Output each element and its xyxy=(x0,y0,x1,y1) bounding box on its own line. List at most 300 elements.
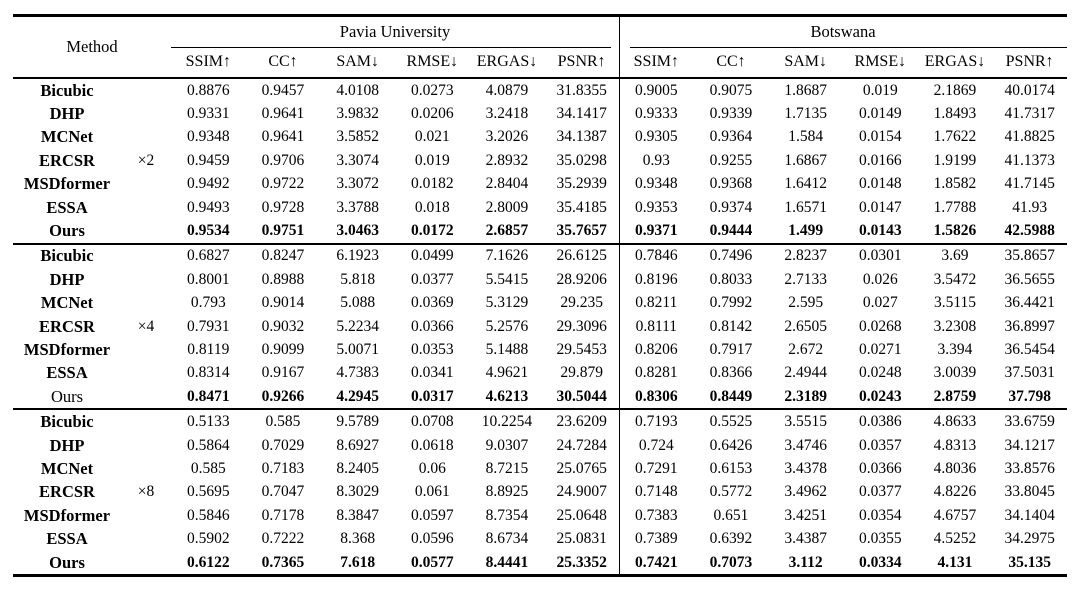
table-row xyxy=(13,315,1067,338)
metric-value: 4.6757 xyxy=(933,506,977,524)
metric-value: 0.585 xyxy=(265,413,301,431)
metric-value: 0.8247 xyxy=(261,247,305,265)
metric-value: 3.4746 xyxy=(784,436,827,454)
method-name: Bicubic xyxy=(40,80,94,100)
metric-value: 1.584 xyxy=(788,128,824,146)
metric-value: 0.0369 xyxy=(411,294,454,312)
metric-value: 3.5472 xyxy=(933,270,977,288)
metric-value: 31.8355 xyxy=(556,81,607,99)
group-header-pavia-university: Pavia University xyxy=(339,22,451,41)
metric-value: 3.2308 xyxy=(933,317,977,335)
metric-value: 35.135 xyxy=(1008,553,1051,571)
metric-value: 41.93 xyxy=(1012,198,1048,216)
metric-value: 4.131 xyxy=(937,553,973,571)
metric-value: 2.1869 xyxy=(933,81,977,99)
metric-value: 1.7788 xyxy=(933,198,977,216)
table-row xyxy=(13,410,1067,433)
metric-value: 0.0172 xyxy=(411,222,454,240)
metric-value: 0.0355 xyxy=(859,530,902,548)
table-row xyxy=(13,527,1067,550)
metric-value: 2.672 xyxy=(788,340,824,358)
metric-value: 3.5515 xyxy=(784,413,827,431)
metric-value: 10.2254 xyxy=(481,413,533,431)
results-table xyxy=(13,14,1067,577)
metric-value: 0.7193 xyxy=(635,413,678,431)
metric-value: 35.4185 xyxy=(556,198,607,216)
scale-block-x8 xyxy=(13,408,1067,574)
metric-value: 3.2418 xyxy=(485,105,529,123)
metric-value: 0.5902 xyxy=(187,530,230,548)
metric-value: 25.0648 xyxy=(556,506,607,524)
metric-value: 0.9005 xyxy=(635,81,678,99)
metric-value: 0.793 xyxy=(190,294,226,312)
metric-value: 8.3029 xyxy=(336,483,379,501)
metric-value: 0.9305 xyxy=(635,128,678,146)
table-body xyxy=(13,79,1067,574)
metric-value: 0.9728 xyxy=(261,198,305,216)
metric-value: 0.8211 xyxy=(635,294,678,312)
metric-value: 0.8471 xyxy=(187,387,230,405)
metric-value: 4.8633 xyxy=(933,413,977,431)
metric-value: 2.7133 xyxy=(784,270,827,288)
metric-value: 4.6213 xyxy=(485,387,529,405)
metric-header-pavia-psnr: PSNR↑ xyxy=(557,53,606,70)
metric-value: 0.0357 xyxy=(859,436,902,454)
metric-header-botswana-rmse: RMSE↓ xyxy=(854,53,907,70)
metric-value: 0.7222 xyxy=(261,530,305,548)
method-name: MCNet xyxy=(40,293,94,313)
metric-value: 0.9167 xyxy=(261,364,305,382)
table-row xyxy=(13,338,1067,361)
method-name: MSDformer xyxy=(23,174,111,194)
scale-block-x2 xyxy=(13,79,1067,243)
table-row xyxy=(13,268,1067,291)
metric-value: 0.0597 xyxy=(411,506,454,524)
metric-header-pavia-ergas: ERGAS↓ xyxy=(476,53,538,70)
metric-value: 4.8313 xyxy=(933,436,977,454)
metric-value: 0.0341 xyxy=(411,364,454,382)
metric-value: 0.0618 xyxy=(411,436,454,454)
table-row xyxy=(13,457,1067,480)
metric-value: 35.2939 xyxy=(556,175,607,193)
metric-value: 3.9832 xyxy=(336,105,379,123)
metric-value: 41.8825 xyxy=(1004,128,1055,146)
metric-value: 36.4421 xyxy=(1004,294,1055,312)
metric-value: 0.0386 xyxy=(859,413,902,431)
metric-value: 0.0499 xyxy=(411,247,454,265)
metric-value: 0.9339 xyxy=(709,105,753,123)
metric-value: 2.6505 xyxy=(784,317,827,335)
metric-value: 0.7183 xyxy=(261,459,305,477)
method-name: ERCSR xyxy=(39,150,95,170)
metric-value: 24.9007 xyxy=(556,483,607,501)
metric-value: 36.5655 xyxy=(1004,270,1055,288)
method-name: ESSA xyxy=(46,197,88,217)
metric-value: 0.7389 xyxy=(635,530,678,548)
metric-value: 2.8009 xyxy=(485,198,529,216)
metric-value: 29.879 xyxy=(560,364,603,382)
metric-value: 0.9534 xyxy=(187,222,230,240)
metric-value: 9.5789 xyxy=(336,413,379,431)
metric-value: 7.1626 xyxy=(485,247,529,265)
metric-value: 37.798 xyxy=(1008,387,1051,405)
metric-value: 35.8657 xyxy=(1004,247,1055,265)
metric-value: 0.7846 xyxy=(635,247,678,265)
metric-value: 0.7992 xyxy=(709,294,753,312)
metric-value: 41.7317 xyxy=(1004,105,1055,123)
metric-value: 0.9722 xyxy=(261,175,305,193)
metric-value: 2.8759 xyxy=(933,387,977,405)
method-name: DHP xyxy=(49,435,85,455)
metric-value: 40.0174 xyxy=(1004,81,1055,99)
metric-value: 2.3189 xyxy=(784,387,827,405)
metric-value: 24.7284 xyxy=(556,436,607,454)
metric-value: 0.9032 xyxy=(261,317,305,335)
method-name: ERCSR xyxy=(39,482,95,502)
metric-value: 0.0149 xyxy=(859,105,902,123)
metric-value: 0.5525 xyxy=(709,413,753,431)
metric-value: 2.8932 xyxy=(485,151,529,169)
metric-value: 0.7365 xyxy=(261,553,305,571)
table-row xyxy=(13,551,1067,574)
metric-value: 0.026 xyxy=(862,270,898,288)
metric-value: 0.0334 xyxy=(859,553,902,571)
metric-value: 3.5852 xyxy=(336,128,379,146)
metric-header-botswana-psnr: PSNR↑ xyxy=(1005,53,1054,70)
metric-value: 0.9266 xyxy=(261,387,305,405)
metric-value: 0.9492 xyxy=(187,175,230,193)
metric-value: 4.8036 xyxy=(933,459,977,477)
metric-value: 0.7029 xyxy=(261,436,305,454)
metric-value: 0.8314 xyxy=(187,364,230,382)
method-name: Ours xyxy=(49,552,85,572)
metric-value: 1.8582 xyxy=(933,175,977,193)
metric-value: 29.3096 xyxy=(556,317,607,335)
method-name: MCNet xyxy=(40,458,94,478)
metric-value: 0.9348 xyxy=(187,128,230,146)
method-name: Ours xyxy=(50,386,84,406)
metric-value: 25.3352 xyxy=(556,553,607,571)
metric-value: 0.9255 xyxy=(709,151,753,169)
table-row xyxy=(13,219,1067,242)
metric-value: 33.8045 xyxy=(1004,483,1055,501)
table-row xyxy=(13,196,1067,219)
metric-value: 1.5826 xyxy=(933,222,977,240)
metric-value: 41.1373 xyxy=(1004,151,1055,169)
metric-value: 0.8206 xyxy=(635,340,678,358)
metric-value: 0.6392 xyxy=(709,530,753,548)
metric-value: 28.9206 xyxy=(556,270,607,288)
metric-value: 25.0765 xyxy=(556,459,607,477)
metric-value: 1.9199 xyxy=(933,151,977,169)
metric-header-pavia-rmse: RMSE↓ xyxy=(406,53,459,70)
metric-value: 23.6209 xyxy=(556,413,607,431)
metric-value: 0.93 xyxy=(642,151,670,169)
metric-value: 4.8226 xyxy=(933,483,977,501)
metric-value: 1.6571 xyxy=(784,198,827,216)
bottom-rule xyxy=(13,574,1067,577)
metric-value: 0.5846 xyxy=(187,506,230,524)
scale-label: ×8 xyxy=(137,483,155,501)
metric-value: 0.5772 xyxy=(709,483,753,501)
metric-value: 0.7931 xyxy=(187,317,230,335)
metric-value: 0.9459 xyxy=(187,151,230,169)
metric-value: 3.4962 xyxy=(784,483,827,501)
metric-value: 0.027 xyxy=(862,294,898,312)
metric-value: 0.0143 xyxy=(859,222,902,240)
metric-value: 0.585 xyxy=(190,459,226,477)
metric-value: 29.235 xyxy=(560,294,603,312)
method-name: MCNet xyxy=(40,127,94,147)
metric-value: 0.0148 xyxy=(859,175,902,193)
table-row xyxy=(13,481,1067,504)
method-name: ESSA xyxy=(46,529,88,549)
metric-value: 2.595 xyxy=(788,294,824,312)
metric-value: 2.4944 xyxy=(784,364,827,382)
metric-value: 9.0307 xyxy=(485,436,529,454)
metric-value: 0.7178 xyxy=(261,506,305,524)
metric-value: 3.3788 xyxy=(336,198,379,216)
metric-value: 0.0154 xyxy=(859,128,902,146)
metric-value: 0.0317 xyxy=(411,387,454,405)
metric-value: 34.1417 xyxy=(556,105,607,123)
metric-value: 0.0206 xyxy=(411,105,454,123)
metric-value: 0.7047 xyxy=(261,483,305,501)
metric-value: 0.0248 xyxy=(859,364,902,382)
metric-value: 3.394 xyxy=(937,340,973,358)
metric-value: 0.9641 xyxy=(261,128,305,146)
metric-header-pavia-ssim: SSIM↑ xyxy=(185,53,231,70)
metric-value: 0.7148 xyxy=(635,483,678,501)
metric-value: 8.8925 xyxy=(485,483,529,501)
group-header-botswana: Botswana xyxy=(810,22,876,41)
metric-value: 8.368 xyxy=(340,530,376,548)
metric-value: 7.618 xyxy=(340,553,376,571)
metric-value: 3.5115 xyxy=(933,294,977,312)
metric-value: 30.5044 xyxy=(556,387,607,405)
method-name: Ours xyxy=(49,221,85,241)
metric-value: 3.0039 xyxy=(933,364,977,382)
table-row xyxy=(13,434,1067,457)
metric-value: 3.112 xyxy=(788,553,823,571)
metric-value: 0.651 xyxy=(713,506,749,524)
metric-value: 0.9014 xyxy=(261,294,305,312)
metric-value: 0.9099 xyxy=(261,340,305,358)
method-column-header: Method xyxy=(66,37,118,56)
method-name: ERCSR xyxy=(39,316,95,336)
metric-value: 0.061 xyxy=(414,483,450,501)
metric-value: 0.0596 xyxy=(411,530,454,548)
metric-value: 0.7917 xyxy=(709,340,753,358)
metric-header-botswana-cc: CC↑ xyxy=(716,53,746,70)
table-row xyxy=(13,292,1067,315)
metric-value: 0.6827 xyxy=(187,247,230,265)
metric-value: 3.4387 xyxy=(784,530,827,548)
metric-value: 6.1923 xyxy=(336,247,379,265)
table-row xyxy=(13,102,1067,125)
metric-value: 3.3072 xyxy=(336,175,379,193)
metric-value: 0.0243 xyxy=(859,387,902,405)
method-name: Bicubic xyxy=(40,412,94,432)
metric-value: 0.5695 xyxy=(187,483,230,501)
metric-value: 0.06 xyxy=(418,459,446,477)
metric-value: 0.9368 xyxy=(709,175,753,193)
metric-value: 0.9075 xyxy=(709,81,753,99)
metric-value: 0.8449 xyxy=(709,387,753,405)
metric-value: 0.019 xyxy=(862,81,898,99)
metric-value: 3.0463 xyxy=(336,222,379,240)
metric-value: 29.5453 xyxy=(556,340,607,358)
metric-value: 0.8001 xyxy=(187,270,230,288)
metric-value: 0.7421 xyxy=(635,553,678,571)
metric-value: 0.019 xyxy=(414,151,450,169)
metric-value: 1.8687 xyxy=(784,81,827,99)
metric-value: 0.8111 xyxy=(635,317,678,335)
metric-value: 0.9353 xyxy=(635,198,678,216)
botswana-cmidrule xyxy=(630,47,1067,48)
method-name: MSDformer xyxy=(23,505,111,525)
metric-value: 8.7354 xyxy=(485,506,529,524)
metric-value: 35.0298 xyxy=(556,151,607,169)
metric-value: 5.3129 xyxy=(485,294,529,312)
table-row xyxy=(13,173,1067,196)
metric-value: 8.4441 xyxy=(485,553,529,571)
metric-value: 0.9333 xyxy=(635,105,678,123)
metric-header-pavia-sam: SAM↓ xyxy=(336,53,379,70)
metric-value: 0.9364 xyxy=(709,128,753,146)
metric-value: 3.2026 xyxy=(485,128,529,146)
metric-value: 4.5252 xyxy=(933,530,977,548)
metric-value: 0.7383 xyxy=(635,506,678,524)
metric-value: 0.0353 xyxy=(411,340,454,358)
metric-value: 8.3847 xyxy=(336,506,379,524)
metric-value: 5.5415 xyxy=(485,270,529,288)
metric-value: 1.7622 xyxy=(933,128,977,146)
metric-header-botswana-sam: SAM↓ xyxy=(784,53,827,70)
metric-value: 0.7073 xyxy=(709,553,753,571)
metric-value: 3.4378 xyxy=(784,459,827,477)
metric-value: 0.8142 xyxy=(709,317,753,335)
metric-value: 0.8119 xyxy=(187,340,230,358)
metric-value: 0.6122 xyxy=(187,553,230,571)
metric-value: 0.724 xyxy=(638,436,674,454)
metric-value: 0.0577 xyxy=(411,553,454,571)
method-name: Bicubic xyxy=(40,246,94,266)
metric-value: 0.0354 xyxy=(859,506,902,524)
metric-value: 4.9621 xyxy=(485,364,529,382)
table-row xyxy=(13,149,1067,172)
table-row xyxy=(13,362,1067,385)
metric-value: 34.1404 xyxy=(1004,506,1055,524)
metric-value: 35.7657 xyxy=(556,222,607,240)
dataset-header-row xyxy=(13,17,1067,47)
method-name: ESSA xyxy=(46,363,88,383)
metric-value: 0.5133 xyxy=(187,413,230,431)
metric-value: 0.9706 xyxy=(261,151,305,169)
metric-value: 0.9641 xyxy=(261,105,305,123)
metric-value: 0.0147 xyxy=(859,198,902,216)
metric-value: 0.0166 xyxy=(859,151,902,169)
metric-value: 0.0271 xyxy=(859,340,902,358)
metric-value: 0.9444 xyxy=(709,222,753,240)
metric-value: 0.6153 xyxy=(709,459,753,477)
metric-value: 0.9371 xyxy=(635,222,678,240)
metric-value: 42.5988 xyxy=(1004,222,1055,240)
scale-label: ×4 xyxy=(137,317,155,335)
metric-value: 0.7496 xyxy=(709,247,753,265)
metric-value: 1.8493 xyxy=(933,105,977,123)
method-name: DHP xyxy=(49,269,85,289)
metric-value: 1.499 xyxy=(788,222,824,240)
metric-value: 8.6734 xyxy=(485,530,529,548)
metric-value: 37.5031 xyxy=(1004,364,1055,382)
metric-header-row xyxy=(13,47,1067,77)
pavia-cmidrule xyxy=(171,47,611,48)
metric-value: 2.6857 xyxy=(485,222,529,240)
method-name: MSDformer xyxy=(23,339,111,359)
table-row xyxy=(13,245,1067,268)
metric-value: 0.0377 xyxy=(859,483,902,501)
section-divider xyxy=(619,17,620,574)
scale-label: ×2 xyxy=(137,151,155,169)
metric-value: 4.0879 xyxy=(485,81,529,99)
metric-value: 1.6867 xyxy=(784,151,827,169)
scale-block-x4 xyxy=(13,243,1067,409)
metric-value: 8.2405 xyxy=(336,459,379,477)
metric-value: 0.8196 xyxy=(635,270,678,288)
metric-value: 36.5454 xyxy=(1004,340,1055,358)
metric-value: 0.9348 xyxy=(635,175,678,193)
metric-value: 0.5864 xyxy=(187,436,230,454)
metric-value: 8.7215 xyxy=(485,459,529,477)
metric-value: 5.2576 xyxy=(485,317,529,335)
metric-value: 5.0071 xyxy=(336,340,379,358)
metric-value: 0.6426 xyxy=(709,436,753,454)
metric-value: 5.1488 xyxy=(485,340,529,358)
metric-header-pavia-cc: CC↑ xyxy=(268,53,298,70)
metric-value: 26.6125 xyxy=(556,247,607,265)
metric-value: 0.8988 xyxy=(261,270,305,288)
metric-value: 0.9493 xyxy=(187,198,230,216)
metric-value: 0.0301 xyxy=(859,247,902,265)
metric-value: 34.1387 xyxy=(556,128,607,146)
metric-value: 25.0831 xyxy=(556,530,607,548)
metric-value: 0.9457 xyxy=(261,81,305,99)
metric-value: 0.9374 xyxy=(709,198,753,216)
metric-value: 0.8366 xyxy=(709,364,753,382)
metric-value: 1.7135 xyxy=(784,105,827,123)
metric-value: 36.8997 xyxy=(1004,317,1055,335)
metric-value: 0.9751 xyxy=(261,222,305,240)
metric-value: 2.8237 xyxy=(784,247,827,265)
metric-value: 5.088 xyxy=(340,294,376,312)
metric-value: 0.021 xyxy=(414,128,450,146)
metric-value: 0.8033 xyxy=(709,270,753,288)
metric-value: 5.818 xyxy=(340,270,376,288)
metric-value: 33.8576 xyxy=(1004,459,1055,477)
metric-header-botswana-ssim: SSIM↑ xyxy=(633,53,679,70)
metric-value: 0.0366 xyxy=(859,459,902,477)
metric-value: 3.3074 xyxy=(336,151,379,169)
table-row xyxy=(13,126,1067,149)
metric-value: 3.69 xyxy=(941,247,969,265)
metric-value: 0.7291 xyxy=(635,459,678,477)
method-name: DHP xyxy=(49,104,85,124)
metric-value: 34.2975 xyxy=(1004,530,1055,548)
metric-value: 3.4251 xyxy=(784,506,827,524)
metric-value: 0.8306 xyxy=(635,387,678,405)
metric-value: 0.0182 xyxy=(411,175,454,193)
